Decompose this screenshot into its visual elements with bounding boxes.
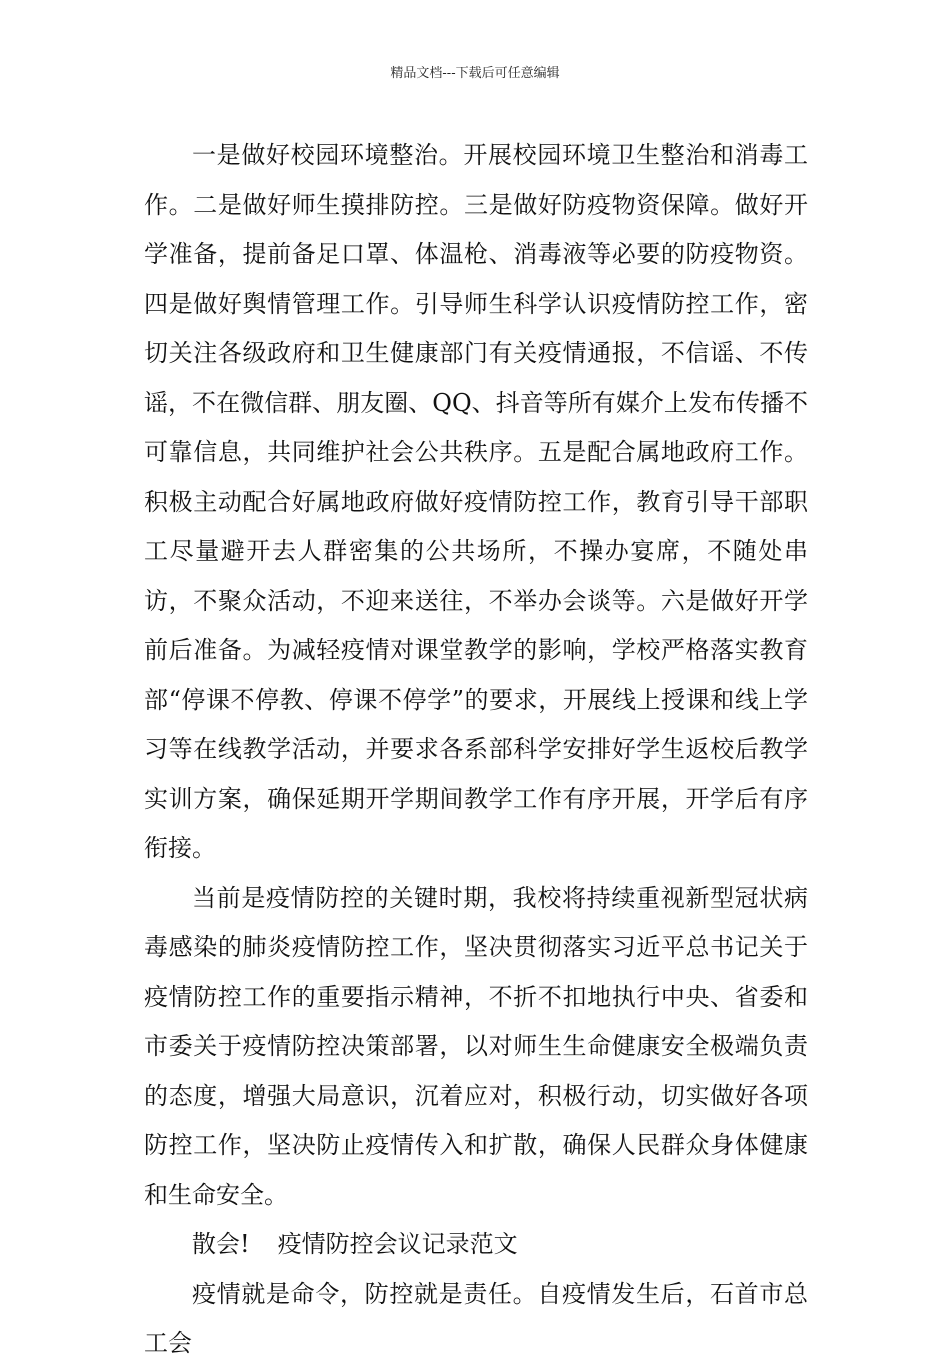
document-body [144,131,808,1369]
adjourn-text: 散会! [192,1230,250,1258]
page-header: 精品文档---下载后可任意编辑 [390,66,560,81]
closing-line [144,1220,808,1270]
paragraph-measures: 一是做好校园环境整治。开展校园环境卫生整治和消毒工作。二是做好师生摸排防控。三是做好防疫物资保障。做好开学准备，提前备足口罩、体温枪、消毒液等必要的防疫物资。四是做好舆情管理工作。引导师生科学认识疫情防控工作，密切关注各级政府和卫生健康部门有关疫情通报，不信谣、不传谣，不在微信群、朋友圈、QQ、抖音等所有媒介上发布传播不可靠信息，共同维护社会公共秩序。五是配合属地政府工作。积极主动配合好属地政府做好疫情防控工作，教育引导干部职工尽量避开去人群密集的公共场所，不操办宴席，不随处串访，不聚众活动，不迎来送往，不举办会谈等。六是做好开学前后准备。为减轻疫情对课堂教学的影响，学校严格落实教育部“停课不停教、停课不停学”的要求，开展线上授课和线上学习等在线教学活动，并要求各系部科学安排好学生返校后教学实训方案，确保延期开学期间教学工作有序开展，开学后有序衔接。 [144,141,808,862]
paragraph-conclusion: 当前是疫情防控的关键时期，我校将持续重视新型冠状病毒感染的肺炎疫情防控工作，坚决贯彻落实习近平总书记关于疫情防控工作的重要指示精神，不折不扣地执行中央、省委和市委关于疫情防控决策部署，以对师生生命健康安全极端负责的态度，增强大局意识，沉着应对，积极行动，切实做好各项防控工作，坚决防止疫情传入和扩散，确保人民群众身体健康和生命安全。 [144,883,808,1209]
next-article-title: 疫情防控会议记录范文 [277,1230,518,1258]
paragraph-next-article: 疫情就是命令，防控就是责任。自疫情发生后，石首市总工会 [144,1279,808,1357]
